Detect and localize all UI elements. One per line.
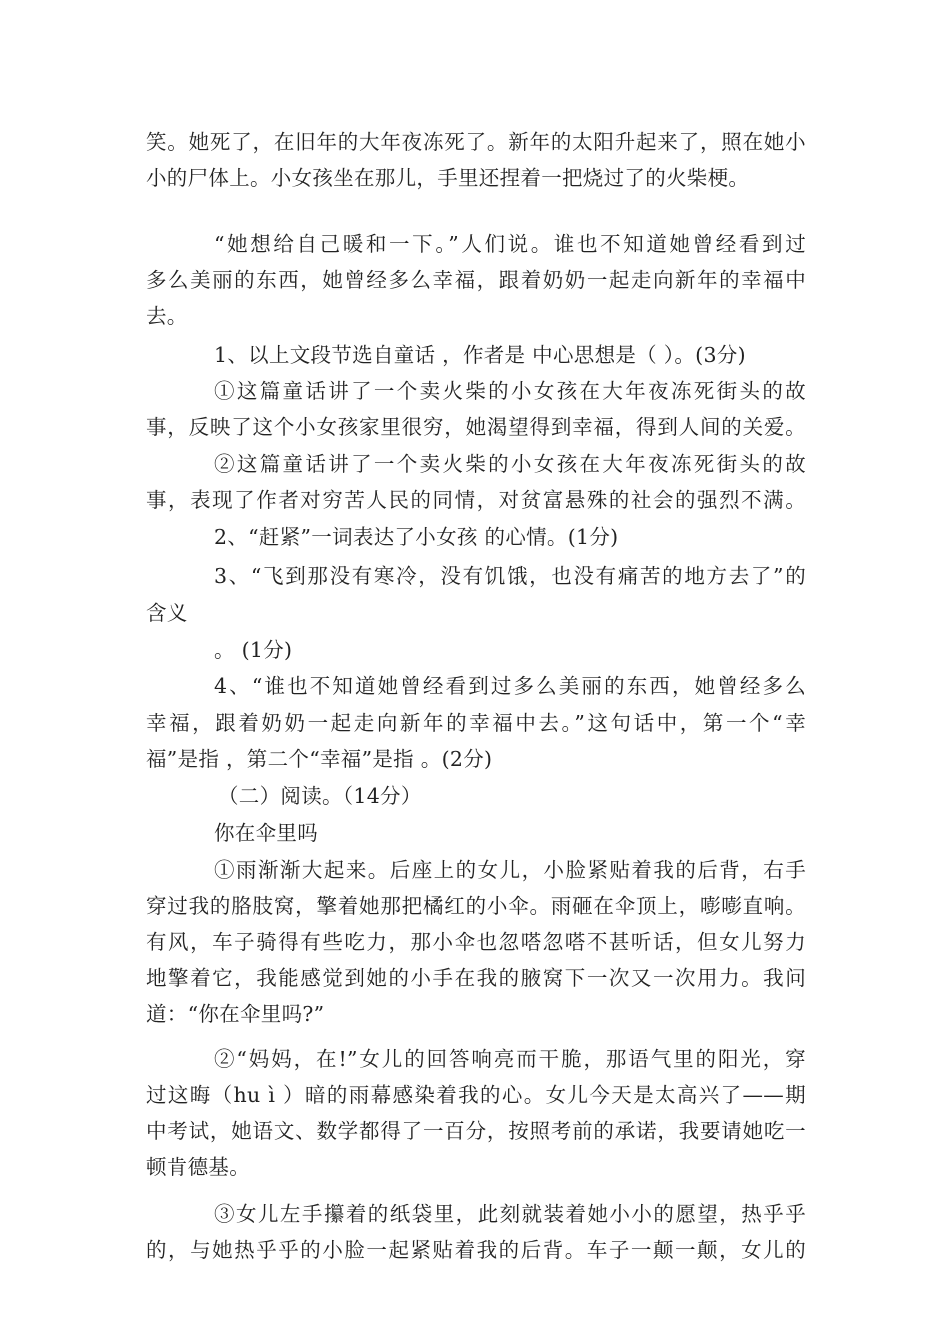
paragraph-line: 去。	[146, 304, 188, 328]
question-1: 1、以上文段节选自童话 ，作者是 中心思想是（ ）。(3分)	[214, 343, 746, 367]
option-1: ①这篇童话讲了一个卖火柴的小女孩在大年夜冻死街头的故	[214, 379, 806, 403]
paragraph-line: 顿肯德基。	[146, 1155, 250, 1179]
paragraph-line: 笑。她死了，在旧年的大年夜冻死了。新年的太阳升起来了，照在她小	[146, 130, 806, 154]
paragraph-line: 地擎着它，我能感觉到她的小手在我的腋窝下一次又一次用力。我问	[146, 966, 806, 990]
paragraph-line: ②“妈妈，在!”女儿的回答响亮而干脆，那语气里的阳光，穿	[214, 1047, 806, 1071]
paragraph-line: 幸福，跟着奶奶一起走向新年的幸福中去。”这句话中，第一个“幸	[146, 711, 806, 735]
paragraph-line: ③女儿左手攥着的纸袋里，此刻就装着她小小的愿望，热乎乎	[214, 1202, 806, 1226]
option-2: ②这篇童话讲了一个卖火柴的小女孩在大年夜冻死街头的故	[214, 452, 806, 476]
paragraph-line: “她想给自己暖和一下。”人们说。谁也不知道她曾经看到过	[214, 232, 806, 256]
paragraph-line: 道：“你在伞里吗?”	[146, 1002, 325, 1026]
question-3: 3、“飞到那没有寒冷，没有饥饿，也没有痛苦的地方去了”的	[214, 564, 806, 588]
paragraph-line: 过这晦（hu ì ）暗的雨幕感染着我的心。女儿今天是太高兴了——期	[146, 1083, 806, 1107]
question-4: 4、“谁也不知道她曾经看到过多么美丽的东西，她曾经多么	[214, 674, 806, 698]
paragraph-line: 多么美丽的东西，她曾经多么幸福，跟着奶奶一起走向新年的幸福中	[146, 268, 806, 292]
paragraph-line: 有风，车子骑得有些吃力，那小伞也忽嗒忽嗒不甚听话，但女儿努力	[146, 930, 806, 954]
paragraph-line: 含义	[146, 601, 188, 625]
paragraph-line: 福”是指 ，第二个“幸福”是指 。(2分)	[146, 747, 493, 771]
paragraph-line: 中考试，她语文、数学都得了一百分，按照考前的承诺，我要请她吃一	[146, 1119, 806, 1143]
section-heading: （二）阅读。（14分）	[218, 784, 422, 808]
paragraph-line: 穿过我的胳肢窝，擎着她那把橘红的小伞。雨砸在伞顶上，嘭嘭直响。	[146, 894, 806, 918]
answer-blank: 。 (1分)	[214, 638, 293, 662]
paragraph-line: 事，表现了作者对穷苦人民的同情，对贫富悬殊的社会的强烈不满。	[146, 488, 806, 512]
article-title: 你在伞里吗	[214, 821, 318, 845]
question-2: 2、“赶紧”一词表达了小女孩 的心情。(1分)	[214, 525, 619, 549]
paragraph-line: ①雨渐渐大起来。后座上的女儿，小脸紧贴着我的后背，右手	[214, 858, 806, 882]
paragraph-line: 事，反映了这个小女孩家里很穷，她渴望得到幸福，得到人间的关爱。	[146, 415, 806, 439]
paragraph-line: 的，与她热乎乎的小脸一起紧贴着我的后背。车子一颠一颠，女儿的	[146, 1238, 806, 1262]
paragraph-line: 小的尸体上。小女孩坐在那儿，手里还捏着一把烧过了的火柴梗。	[146, 166, 750, 190]
